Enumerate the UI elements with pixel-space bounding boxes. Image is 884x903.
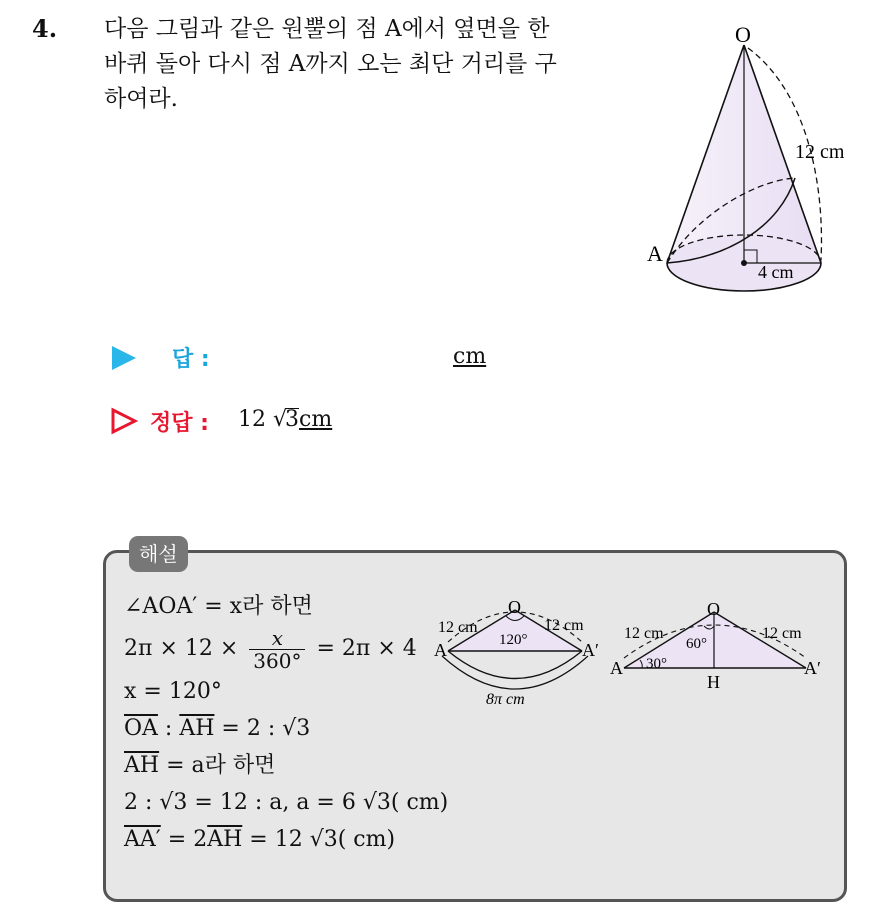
explanation-line xyxy=(124,747,448,784)
correct-label: 정답 : xyxy=(150,411,209,436)
triangle-o: O xyxy=(707,599,720,619)
apex-label: O xyxy=(735,22,751,47)
sector-a: A xyxy=(434,640,447,660)
fraction-denominator: 360° xyxy=(253,648,302,673)
sector-arc: 8π cm xyxy=(486,691,525,708)
triangle-a: A xyxy=(610,658,623,678)
explanation-tab: 해설 xyxy=(129,536,188,572)
correct-arrow-icon xyxy=(110,407,138,435)
sector-angle: 120° xyxy=(499,632,528,648)
correct-radicand: 3 xyxy=(285,407,300,432)
equation-left: 2π × 12 × xyxy=(124,636,239,661)
triangle-right-len: 12 cm xyxy=(762,625,802,642)
question-number: 4. xyxy=(32,14,58,43)
correct-coef: 12 xyxy=(238,407,266,432)
sector-diagram xyxy=(428,594,606,714)
final-value: = 12 √3( cm) xyxy=(242,827,396,852)
explanation-lines xyxy=(124,588,448,858)
sector-o: O xyxy=(508,597,521,617)
ratio-sep: : xyxy=(157,716,180,741)
question-text xyxy=(104,12,624,117)
segment-ah: $\overline{AH}$ xyxy=(207,827,243,852)
segment-ah: $\overline{AH}$ xyxy=(179,716,215,741)
equals-two: = 2 xyxy=(160,827,208,852)
statement: = a라 하면 xyxy=(159,753,276,778)
segment-ah: $\overline{AH}$ xyxy=(124,753,160,778)
explanation-line xyxy=(124,821,448,858)
sector-left-len: 12 cm xyxy=(438,619,478,636)
triangle-h: H xyxy=(707,672,720,692)
correct-unit: cm xyxy=(299,407,333,432)
fraction xyxy=(249,627,305,672)
cone-figure xyxy=(630,10,870,310)
explanation-line xyxy=(124,625,448,673)
answer-arrow-icon xyxy=(112,346,136,370)
explanation-line xyxy=(124,710,448,747)
answer-unit: cm xyxy=(453,344,487,369)
correct-value xyxy=(238,407,332,432)
sector-right-len: 12 cm xyxy=(544,617,584,634)
slant-label: 12 cm xyxy=(795,141,845,163)
sector-a2: A′ xyxy=(582,640,599,660)
ratio-value: = 2 : √3 xyxy=(214,716,311,741)
explanation-line: x = 120° xyxy=(124,679,222,704)
question-line: 다음 그림과 같은 원뿔의 점 A에서 옆면을 한 xyxy=(104,16,550,42)
segment-aa2: AA′ xyxy=(124,827,161,852)
question-line: 바퀴 돌아 다시 점 A까지 오는 최단 거리를 구 xyxy=(104,51,557,77)
point-label: A xyxy=(647,241,663,266)
answer-label: 답 : xyxy=(172,347,210,372)
explanation-line: 2 : √3 = 12 : a, a = 6 √3( cm) xyxy=(124,790,449,815)
fraction-numerator: x xyxy=(249,627,305,650)
triangle-a2: A′ xyxy=(804,658,821,678)
radius-label: 4 cm xyxy=(758,262,794,282)
segment-oa: $\overline{OA}$ xyxy=(124,716,158,741)
sqrt-icon: √ xyxy=(273,407,288,432)
triangle-angle-top: 60° xyxy=(686,636,707,652)
equation-right: = 2π × 4 xyxy=(316,636,417,661)
question-line: 하여라. xyxy=(104,86,178,112)
triangle-angle-left: 30° xyxy=(646,656,667,672)
explanation-line: ∠AOA′ = x라 하면 xyxy=(124,594,313,619)
triangle-left-len: 12 cm xyxy=(624,625,664,642)
triangle-diagram xyxy=(606,596,826,696)
